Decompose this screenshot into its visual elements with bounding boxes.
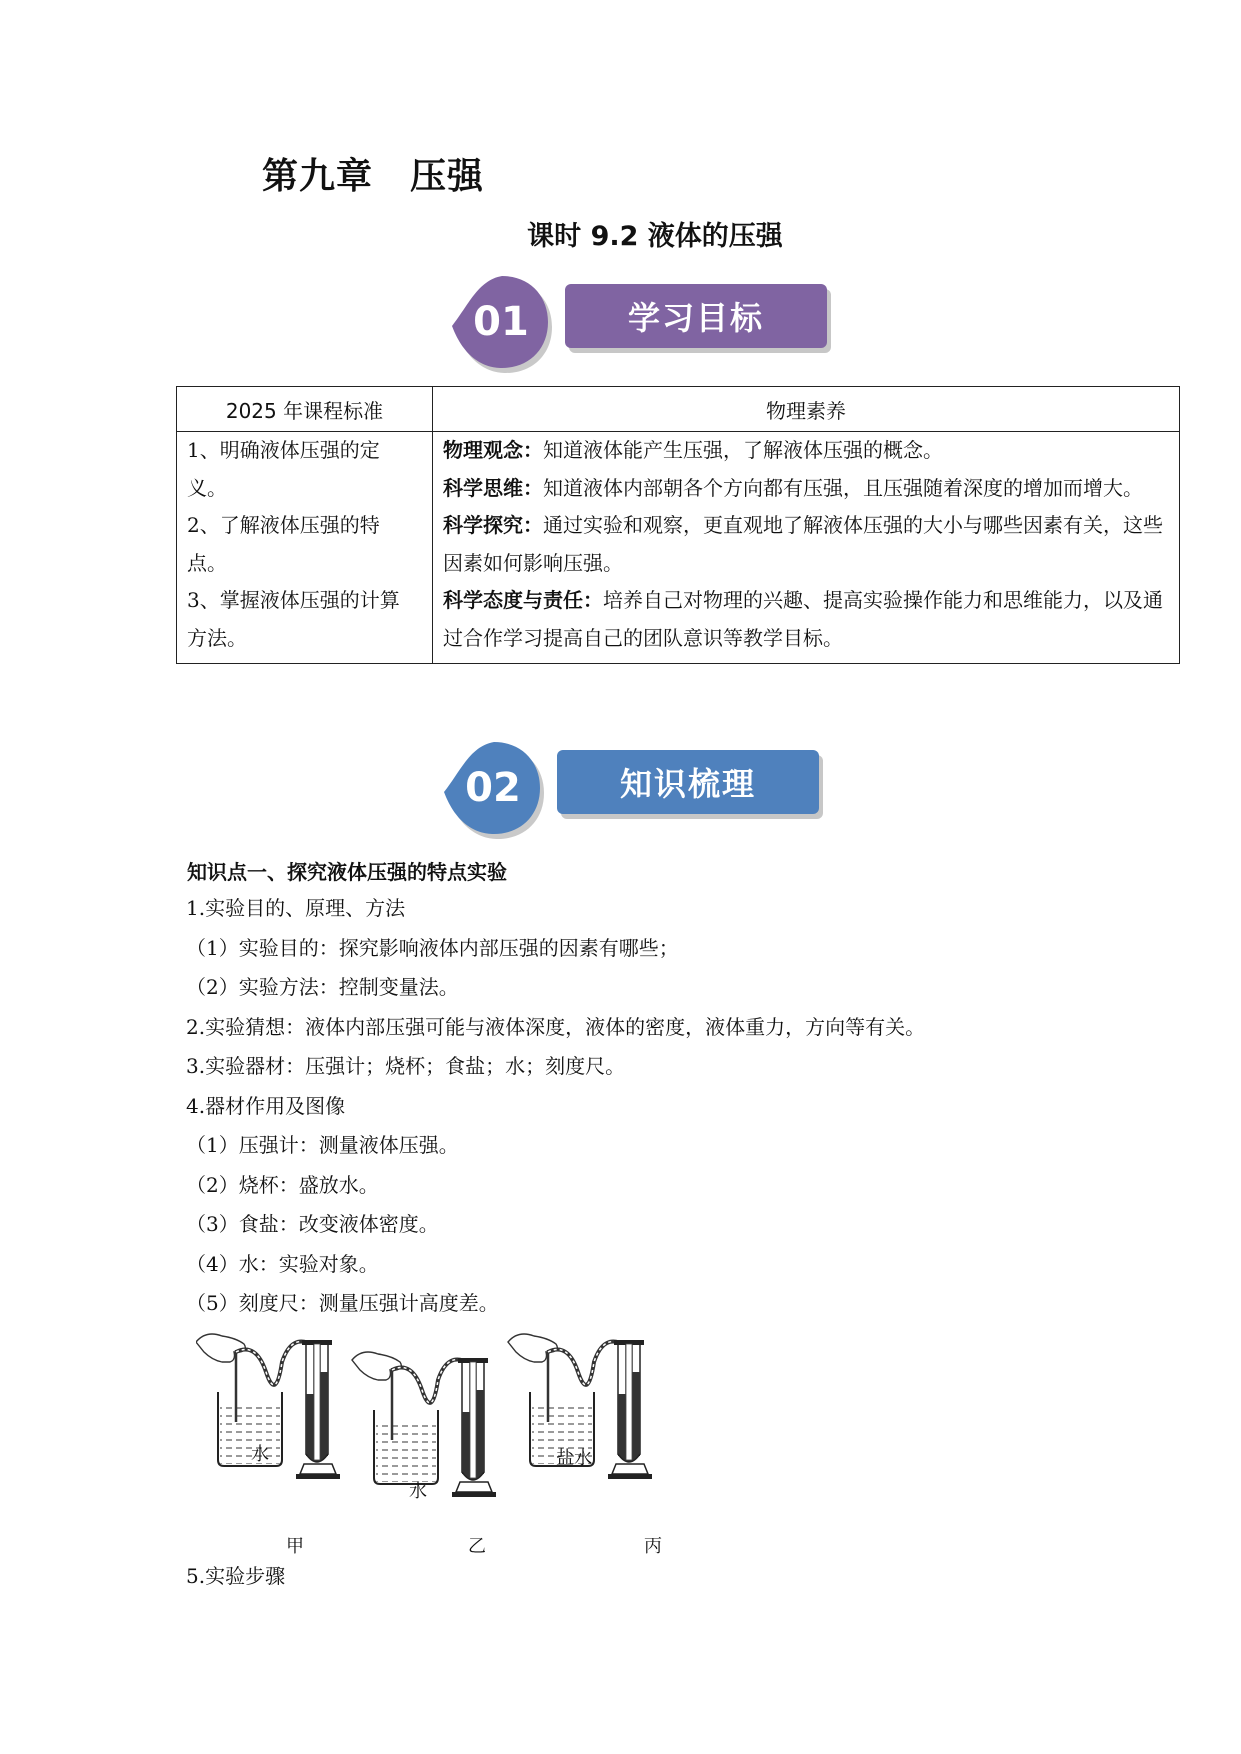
list-item: 方法。: [187, 625, 247, 650]
lesson-title: 课时 9.2 液体的压强: [527, 221, 783, 252]
list-item: [443, 470, 1169, 508]
list-item: 1、明确液体压强的定: [187, 438, 380, 462]
list-item: 义。: [187, 475, 227, 500]
liquid-label: 盐水: [556, 1448, 592, 1469]
table-header-literacy: 物理素养: [433, 387, 1180, 432]
body-line: 4.器材作用及图像: [186, 1093, 346, 1118]
list-item: 点。: [187, 550, 227, 575]
literacy-text: 知道液体能产生压强，了解液体压强的概念。: [543, 438, 943, 462]
literacy-text: 通过实验和观察，更直观地了解液体压强的大小与哪些因素有关，这些因素如何影响压强。: [443, 513, 1163, 575]
banner-number: 02: [465, 765, 521, 811]
apparatus-yi: [352, 1352, 496, 1497]
step-heading: 5.实验步骤: [186, 1564, 286, 1588]
list-item: [443, 432, 1169, 470]
panel-caption: 甲: [286, 1536, 304, 1557]
liquid-label: 水: [251, 1444, 269, 1465]
banner-label: 学习目标: [565, 284, 827, 348]
panel-caption: 丙: [644, 1536, 662, 1557]
learning-goals-banner: [448, 270, 848, 370]
list-item: 2、了解液体压强的特: [187, 513, 380, 537]
banner-number: 01: [473, 299, 529, 345]
literacy-term: 科学态度与责任：: [443, 588, 603, 612]
body-line: 3.实验器材：压强计；烧杯；食盐；水；刻度尺。: [186, 1054, 626, 1078]
body-line: （2）烧杯：盛放水。: [186, 1172, 379, 1197]
panel-caption: 乙: [468, 1536, 486, 1557]
section-heading: 知识点一、探究液体压强的特点实验: [187, 860, 507, 884]
body-line: （1）压强计：测量液体压强。: [186, 1133, 459, 1157]
body-line: （3）食盐：改变液体密度。: [186, 1212, 439, 1236]
body-line: （2）实验方法：控制变量法。: [186, 975, 459, 999]
literacy-text: 培养自己对物理的兴趣、提高实验操作能力和思维能力，以及通过合作学习提高自己的团队意识等教学目标。: [443, 588, 1163, 650]
liquid-label: 水: [409, 1481, 427, 1502]
standard-cell: [177, 432, 433, 664]
body-line: （1）实验目的：探究影响液体内部压强的因素有哪些；: [186, 935, 679, 960]
chapter-title: 第九章 压强: [262, 156, 485, 197]
literacy-term: 物理观念：: [443, 438, 543, 462]
body-line: 1.实验目的、原理、方法: [186, 896, 406, 920]
literacy-term: 科学探究：: [443, 513, 543, 537]
pressure-gauge-diagram: [196, 1332, 716, 1532]
body-line: （5）刻度尺：测量压强计高度差。: [186, 1291, 499, 1315]
body-line: 2.实验猜想：液体内部压强可能与液体深度，液体的密度，液体重力，方向等有关。: [186, 1014, 926, 1039]
list-item: 3、掌握液体压强的计算: [187, 588, 400, 612]
banner-label: 知识梳理: [557, 750, 819, 814]
table-header-standard: 2025 年课程标准: [177, 387, 433, 432]
experiment-figure: [196, 1332, 716, 1557]
list-item: [443, 507, 1169, 582]
body-line: （4）水：实验对象。: [186, 1251, 379, 1276]
literacy-text: 知道液体内部朝各个方向都有压强，且压强随着深度的增加而增大。: [543, 475, 1143, 500]
list-item: [443, 582, 1169, 657]
knowledge-review-banner: [440, 736, 840, 836]
literacy-cell: [433, 432, 1180, 664]
goals-table: [176, 386, 1180, 664]
knowledge-body: [186, 889, 925, 1324]
literacy-term: 科学思维：: [443, 475, 543, 500]
